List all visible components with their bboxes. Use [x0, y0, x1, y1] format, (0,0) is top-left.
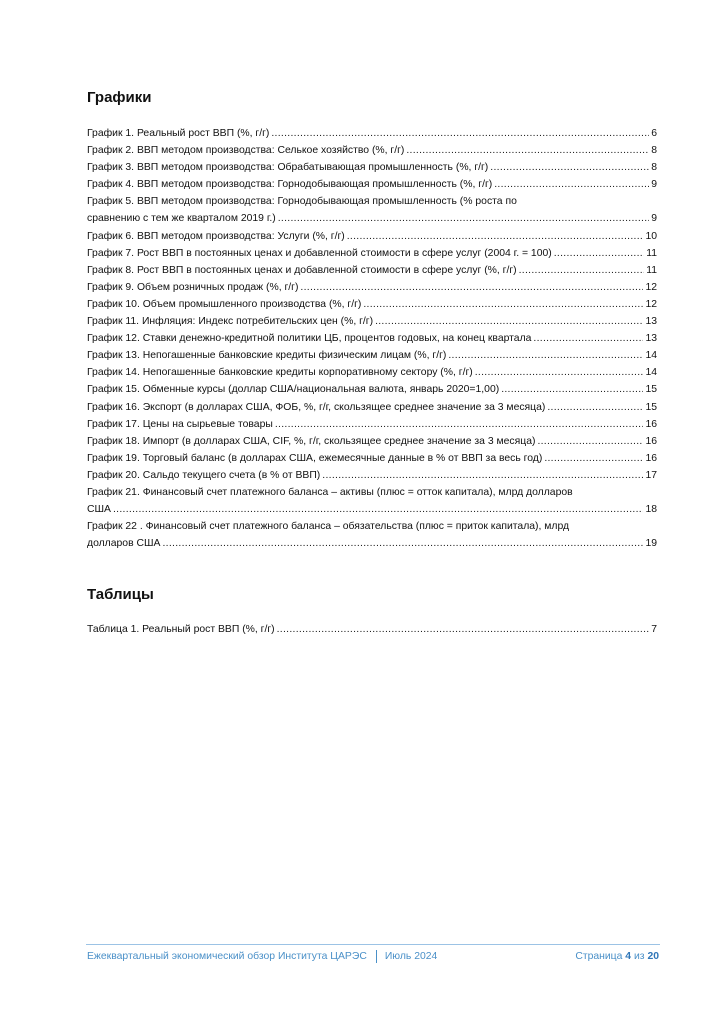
toc-entry[interactable]	[87, 142, 657, 159]
toc-page-number: 14	[645, 367, 657, 379]
toc-entry[interactable]	[87, 159, 657, 176]
toc-page-number: 11	[646, 264, 657, 276]
toc-entry-title: График 18. Импорт (в долларах США, CIF, %, г/г, скользящее среднее значение за 3 месяца)	[87, 435, 536, 447]
toc-entry-title: График 19. Торговый баланс (в долларах США, ежемесячные данные в % от ВВП за весь год)	[87, 452, 543, 464]
dot-leader	[537, 433, 643, 450]
toc-page-number: 13	[645, 333, 657, 345]
toc-entry-title-line2: сравнению с тем же кварталом 2019 г.)	[87, 213, 276, 225]
toc-page-number: 15	[645, 401, 657, 413]
dot-leader	[490, 159, 649, 176]
dot-leader	[347, 228, 644, 245]
dot-leader	[271, 125, 649, 142]
toc-entry-title-line2: долларов США	[87, 538, 161, 550]
toc-page-number: 18	[645, 504, 657, 516]
toc-page-number: 14	[645, 350, 657, 362]
dot-leader	[494, 176, 649, 193]
dot-leader	[322, 467, 643, 484]
footer-page-current: 4	[625, 951, 632, 962]
dot-leader	[448, 347, 643, 364]
dot-leader	[300, 279, 643, 296]
dot-leader	[519, 262, 645, 279]
toc-entry[interactable]	[87, 296, 657, 313]
footer-left	[87, 949, 437, 965]
toc-entry-title-line1: График 21. Финансовый счет платежного баланса – активы (плюс = отток капитала), млрд долларов	[87, 486, 573, 498]
toc-entry-title: График 7. Рост ВВП в постоянных ценах и добавленной стоимости в сфере услуг (2004 г. = 100)	[87, 247, 552, 259]
toc-page-number: 19	[645, 538, 657, 550]
tables-toc-list	[87, 621, 657, 638]
toc-entry-title: График 1. Реальный рост ВВП (%, г/г)	[87, 128, 270, 139]
footer-page-total: 20	[647, 951, 659, 962]
toc-entry[interactable]	[87, 330, 657, 347]
toc-page-number: 8	[651, 162, 657, 174]
toc-entry[interactable]	[87, 381, 657, 398]
toc-entry[interactable]	[87, 450, 657, 467]
toc-page-number: 9	[651, 179, 657, 191]
toc-entry[interactable]	[87, 228, 657, 245]
toc-entry-title: График 12. Ставки денежно-кредитной политики ЦБ, процентов годовых, на конец квартала	[87, 333, 532, 345]
footer-page-word: Страница	[575, 951, 623, 962]
toc-page-number: 15	[645, 384, 657, 396]
toc-page-number: 8	[651, 145, 657, 157]
toc-entry[interactable]	[87, 193, 657, 227]
dot-leader	[162, 535, 643, 552]
dot-leader	[501, 381, 643, 398]
toc-entry-title-line1: График 22 . Финансовый счет платежного баланса – обязательства (плюс = приток капитала), млрд	[87, 521, 570, 533]
toc-page-number: 16	[645, 452, 657, 464]
toc-entry[interactable]	[87, 347, 657, 364]
toc-page-number: 11	[646, 247, 657, 259]
dot-leader	[375, 313, 643, 330]
toc-entry[interactable]	[87, 621, 657, 638]
dot-leader	[533, 330, 643, 347]
toc-entry[interactable]	[87, 262, 657, 279]
toc-entry[interactable]	[87, 364, 657, 381]
toc-entry-title: График 3. ВВП методом производства: Обрабатывающая промышленность (%, г/г)	[87, 162, 489, 174]
dot-leader	[406, 142, 649, 159]
toc-entry-title: График 2. ВВП методом производства: Селькое хозяйство (%, г/г)	[87, 145, 405, 157]
toc-page-number: 7	[651, 624, 657, 635]
toc-entry-title: График 4. ВВП методом производства: Горнодобывающая промышленность (%, г/г)	[87, 179, 493, 191]
dot-leader	[554, 245, 644, 262]
toc-page-number: 9	[651, 213, 657, 225]
toc-entry[interactable]	[87, 518, 657, 552]
graphs-toc-list	[87, 125, 657, 552]
toc-entry[interactable]	[87, 245, 657, 262]
toc-entry[interactable]	[87, 433, 657, 450]
dot-leader	[275, 416, 644, 433]
toc-entry-title: График 16. Экспорт (в долларах США, ФОБ, %, г/г, скользящее среднее значение за 3 месяца)	[87, 401, 546, 413]
toc-entry-title-line2: США	[87, 504, 111, 516]
footer-separator	[376, 950, 377, 963]
dot-leader	[547, 399, 643, 416]
toc-entry-title: Таблица 1. Реальный рост ВВП (%, г/г)	[87, 624, 275, 635]
toc-entry-title: График 13. Непогашенные банковские кредиты физическим лицам (%, г/г)	[87, 350, 447, 362]
toc-page-number: 17	[645, 469, 657, 481]
toc-entry[interactable]	[87, 484, 657, 518]
dot-leader	[544, 450, 643, 467]
dot-leader	[277, 621, 650, 638]
footer-page-of: из	[633, 951, 645, 962]
toc-entry-title: График 20. Сальдо текущего счета (в % от ВВП)	[87, 469, 321, 481]
tables-heading: Таблицы	[87, 586, 154, 603]
dot-leader	[475, 364, 644, 381]
toc-entry[interactable]	[87, 416, 657, 433]
toc-entry-title: График 14. Непогашенные банковские кредиты корпоративному сектору (%, г/г)	[87, 367, 473, 379]
dot-leader	[363, 296, 643, 313]
toc-entry[interactable]	[87, 399, 657, 416]
dot-leader	[278, 210, 649, 227]
footer-divider	[86, 944, 660, 945]
toc-entry[interactable]	[87, 313, 657, 330]
toc-page-number: 13	[645, 316, 657, 328]
toc-entry-title: График 11. Инфляция: Индекс потребительских цен (%, г/г)	[87, 316, 374, 328]
toc-entry[interactable]	[87, 467, 657, 484]
toc-entry-title: График 9. Объем розничных продаж (%, г/г)	[87, 281, 299, 293]
toc-page-number: 12	[645, 281, 657, 293]
toc-entry[interactable]	[87, 279, 657, 296]
toc-entry[interactable]	[87, 125, 657, 142]
toc-entry-title: График 17. Цены на сырьевые товары	[87, 418, 273, 430]
footer-date: Июль 2024	[384, 951, 438, 962]
footer-publication: Ежеквартальный экономический обзор Института ЦАРЭС	[87, 951, 367, 962]
toc-entry[interactable]	[87, 176, 657, 193]
graphs-heading: Графики	[87, 89, 152, 106]
footer-page-indicator	[575, 949, 659, 965]
toc-entry-title: График 15. Обменные курсы (доллар США/национальная валюта, январь 2020=1,00)	[87, 384, 500, 396]
toc-entry-title: График 8. Рост ВВП в постоянных ценах и добавленной стоимости в сфере услуг (%, г/г)	[87, 264, 517, 276]
dot-leader	[113, 501, 643, 518]
toc-page-number: 6	[651, 128, 657, 139]
toc-page-number: 16	[645, 418, 657, 430]
toc-entry-title: График 6. ВВП методом производства: Услуги (%, г/г)	[87, 230, 345, 242]
toc-page-number: 12	[645, 298, 657, 310]
toc-page-number: 10	[645, 230, 657, 242]
toc-entry-title-line1: График 5. ВВП методом производства: Горнодобывающая промышленность (% роста по	[87, 196, 517, 208]
toc-entry-title: График 10. Объем промышленного производства (%, г/г)	[87, 298, 362, 310]
toc-page-number: 16	[645, 435, 657, 447]
